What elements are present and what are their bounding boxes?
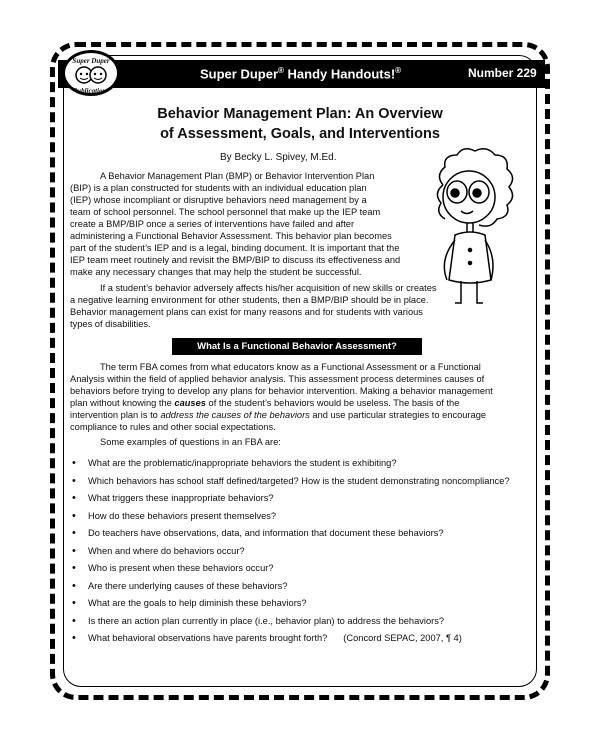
list-item: • Is there an action plan currently in place (i.e., behavior plan) to address the behaviors? — [70, 616, 510, 634]
para1-line: (IEP) whose incompliant or disruptive behaviors need management by a — [70, 195, 367, 205]
list-item: • Do teachers have observations, data, and information that document these behaviors? — [70, 528, 510, 546]
para2-line: If a student’s behavior adversely affects his/her acquisition of new skills or creates — [100, 283, 437, 293]
para3-line: Analysis within the field of applied behavior analysis. This assessment process determines causes of — [70, 374, 485, 384]
para1-line: part of the student’s IEP and is a legal, binding document. It is important that the — [70, 243, 400, 253]
para3-line: The term FBA comes from what educators know as a Functional Assessment or a Functional — [100, 362, 481, 372]
emphasis-address-causes: address the causes of the behaviors — [160, 410, 310, 420]
emphasis-causes: causes — [174, 398, 206, 408]
para1-line: team of school personnel. The school personnel that make up the IEP team — [70, 207, 381, 217]
byline: By Becky L. Spivey, M.Ed. — [220, 152, 337, 163]
list-item: • Which behaviors has school staff defined/targeted? How is the student demonstrating noncompliance? — [70, 476, 510, 494]
list-item: • Are there underlying causes of these behaviors? — [70, 581, 510, 599]
logo-line2: Publications — [72, 87, 110, 95]
section-heading-fba: What Is a Functional Behavior Assessment? — [172, 338, 422, 355]
paragraph-bmp-need — [70, 282, 437, 330]
list-item: • What triggers these inappropriate behaviors? — [70, 493, 510, 511]
super-duper-logo — [62, 50, 120, 96]
para3-line — [70, 409, 493, 421]
handout-number: Number 229 — [468, 66, 537, 80]
logo-line1: Super Duper — [72, 57, 110, 65]
para1-line: A Behavior Management Plan (BMP) or Behavior Intervention Plan — [100, 171, 375, 181]
reg-mark-2: ® — [395, 66, 402, 75]
logo-text — [65, 57, 117, 95]
paragraph-fba-definition — [70, 361, 493, 433]
reg-mark: ® — [278, 66, 284, 75]
para3-line: behaviors before trying to develop any plans for behavior intervention. Making a behavior management — [70, 386, 493, 396]
paragraph-bmp-intro — [70, 170, 400, 278]
logo-faces-icon — [71, 65, 111, 85]
question-text: What behavioral observations have parents brought forth? — [88, 633, 328, 643]
para1-line: administering a Functional Behavior Assessment. This behavior plan becomes — [70, 231, 392, 241]
list-item: • How do these behaviors present themselves? — [70, 511, 510, 529]
para1-line: (BIP) is a plan constructed for students with an individual education plan — [70, 183, 367, 193]
title-line-2: of Assessment, Goals, and Interventions — [160, 126, 440, 142]
para1-line: make any necessary changes that may help the student be successful. — [70, 267, 362, 277]
fba-question-list — [70, 458, 510, 651]
text: plan without knowing the — [70, 398, 175, 408]
para2-line: Behavior management plans can exist for many reasons and for students with various — [70, 307, 423, 317]
text: and use particular strategies to encourage — [309, 410, 487, 420]
text: of the student’s behaviors would be useless. The basis of the — [205, 398, 460, 408]
para3-line: compliance to rules and other social expectations. — [70, 422, 276, 432]
para2-line: a negative learning environment for other students, then a BMP/BIP should be in place. — [70, 295, 429, 305]
list-item: • What are the goals to help diminish these behaviors? — [70, 598, 510, 616]
list-item — [70, 633, 510, 651]
list-item: • When and where do behaviors occur? — [70, 546, 510, 564]
citation: (Concord SEPAC, 2007, ¶ 4) — [343, 633, 462, 643]
list-item: • What are the problematic/inappropriate behaviors the student is exhibiting? — [70, 458, 510, 476]
para2-line: types of disabilities. — [70, 319, 151, 329]
series-name: Handy Handouts! — [287, 66, 396, 82]
para1-line: create a BMP/BIP once a series of interventions have failed and after — [70, 219, 355, 229]
para3-line — [70, 397, 493, 409]
title-line-1: Behavior Management Plan: An Overview — [157, 106, 443, 122]
cartoon-girl-illustration — [425, 145, 525, 310]
examples-intro: Some examples of questions in an FBA are: — [100, 437, 281, 447]
brand-name: Super Duper — [200, 66, 279, 82]
header-title — [200, 66, 401, 81]
list-item: • Who is present when these behaviors occur? — [70, 563, 510, 581]
text: intervention plan is to — [70, 410, 161, 420]
para1-line: IEP team meet routinely and revisit the BMP/BIP to discuss its effectiveness and — [70, 255, 401, 265]
